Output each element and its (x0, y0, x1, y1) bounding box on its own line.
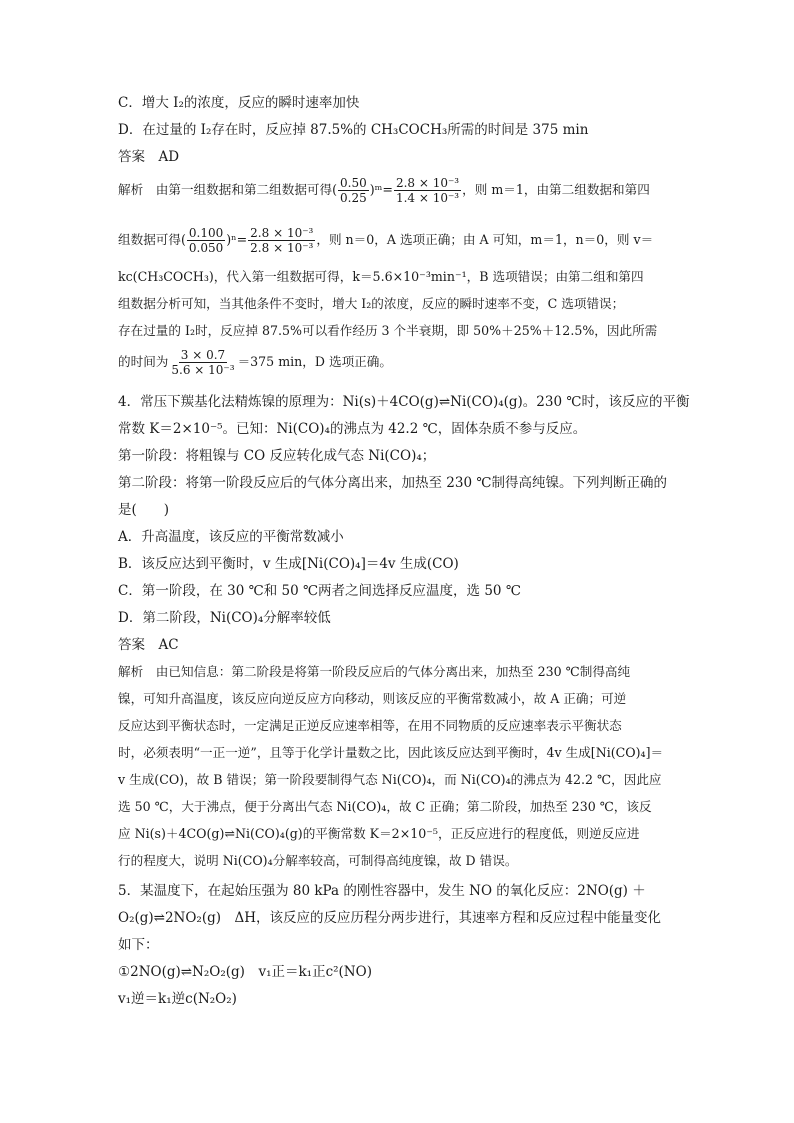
explanation-line: v 生成(CO)，故 B 错误；第一阶段要制得气态 Ni(CO)₄，而 Ni(CO)₄的沸点为 42.2 ℃，因此应 (118, 772, 662, 787)
explanation-line: 时，必须表明“一正一逆”，且等于化学计量数之比，因此该反应达到平衡时，4v 生成[Ni(CO)₄]＝ (118, 745, 664, 760)
question-4: 第二阶段：将第一阶段反应后的气体分离出来，加热至 230 ℃制得高纯镍。下列判断正确的 (118, 475, 667, 491)
text-segment: )ⁿ= (226, 232, 248, 247)
explanation-line: 应 Ni(s)＋4CO(g)⇌Ni(CO)₄(g)的平衡常数 K＝2×10⁻⁵，正反应进行的程度低，则逆反应进 (118, 826, 640, 841)
question-5: 5．某温度下，在起始压强为 80 kPa 的刚性容器中，发生 NO 的氧化反应：2NO(g) ＋ (118, 883, 646, 899)
question-4: 常数 K＝2×10⁻⁵。已知：Ni(CO)₄的沸点为 42.2 ℃，固体杂质不参与反应。 (118, 421, 587, 437)
fraction-numerator: 3 × 0.7 (180, 348, 226, 362)
explanation-line (118, 176, 678, 205)
fraction-numerator: 0.50 (340, 176, 367, 190)
fraction-denominator: 0.050 (188, 241, 224, 255)
explanation-line: 组数据分析可知，当其他条件不变时，增大 I₂的浓度，反应的瞬时速率不变，C 选项错误； (118, 296, 625, 311)
option-d: D．在过量的 I₂存在时，反应掉 87.5%的 CH₃COCH₃所需的时间是 375 min (118, 122, 589, 138)
text-segment: 的时间为 (118, 354, 169, 369)
text-segment: ，则 m＝1，由第二组数据和第四 (462, 182, 650, 197)
explanation-line: kc(CH₃COCH₃)，代入第一组数据可得，k＝5.6×10⁻³min⁻¹，B 选项错误；由第二组和第四 (118, 269, 644, 284)
text-segment: ＝375 min，D 选项正确。 (237, 354, 392, 369)
text-segment: ，则 n＝0，A 选项正确；由 A 可知，m＝1，n＝0，则 v＝ (316, 232, 654, 247)
answer-label: 答案 AD (118, 149, 180, 165)
question-4: 4．常压下羰基化法精炼镍的原理为：Ni(s)＋4CO(g)⇌Ni(CO)₄(g)。230 ℃时，该反应的平衡 (118, 394, 690, 410)
explanation-line: 存在过量的 I₂时，反应掉 87.5%可以看作经历 3 个半衰期，即 50%＋25%＋12.5%，因此所需 (118, 323, 658, 338)
explanation-line (118, 226, 678, 255)
explanation-line: 解析 由已知信息：第二阶段是将第一阶段反应后的气体分离出来，加热至 230 ℃制得高纯 (118, 664, 631, 679)
fraction-denominator: 0.25 (340, 191, 367, 205)
text-segment: )ᵐ= (369, 182, 393, 197)
text-segment: 组数据可得( (118, 232, 186, 247)
explanation-line (118, 348, 678, 377)
fraction (169, 348, 236, 377)
explanation-line: 反应达到平衡状态时，一定满足正逆反应速率相等，在用不同物质的反应速率表示平衡状态 (118, 718, 622, 733)
option-c: C．第一阶段，在 30 ℃和 50 ℃两者之间选择反应温度，选 50 ℃ (118, 583, 521, 599)
option-c: C．增大 I₂的浓度，反应的瞬时速率加快 (118, 95, 360, 111)
answer-label: 答案 AC (118, 637, 179, 653)
fraction-numerator: 2.8 × 10⁻³ (395, 176, 460, 190)
question-4: 是( ) (118, 502, 170, 518)
question-5: 如下： (118, 937, 159, 953)
fraction-denominator: 2.8 × 10⁻³ (250, 241, 314, 255)
option-d: D．第二阶段，Ni(CO)₄分解率较低 (118, 610, 331, 626)
rate-equation: v₁逆＝k₁逆c(N₂O₂) (118, 991, 237, 1007)
fraction-denominator: 1.4 × 10⁻³ (395, 191, 460, 205)
fraction (394, 176, 461, 205)
option-a: A．升高温度，该反应的平衡常数减小 (118, 529, 344, 545)
explanation-line: 选 50 ℃，大于沸点，便于分离出气态 Ni(CO)₄，故 C 正确；第二阶段，加热至 230 ℃，该反 (118, 799, 652, 814)
fraction (338, 176, 369, 205)
option-b: B．该反应达到平衡时，v 生成[Ni(CO)₄]＝4v 生成(CO) (118, 556, 459, 572)
rate-equation: ①2NO(g)⇌N₂O₂(g) v₁正＝k₁正c²(NO) (118, 964, 372, 980)
fraction (187, 226, 225, 255)
question-5: O₂(g)⇌2NO₂(g) ΔH，该反应的反应历程分两步进行，其速率方程和反应过程中能量变化 (118, 910, 662, 926)
explanation-line: 镍，可知升高温度，该反应向逆反应方向移动，则该反应的平衡常数减小，故 A 正确；可逆 (118, 691, 627, 706)
fraction (248, 226, 315, 255)
question-4: 第一阶段：将粗镍与 CO 反应转化成气态 Ni(CO)₄； (118, 448, 436, 464)
text-segment: 解析 由第一组数据和第二组数据可得( (118, 182, 338, 197)
explanation-line: 行的程度大，说明 Ni(CO)₄分解率较高，可制得高纯度镍，故 D 错误。 (118, 853, 518, 868)
fraction-numerator: 2.8 × 10⁻³ (250, 226, 314, 240)
fraction-numerator: 0.100 (188, 226, 224, 240)
fraction-denominator: 5.6 × 10⁻³ (171, 363, 235, 377)
